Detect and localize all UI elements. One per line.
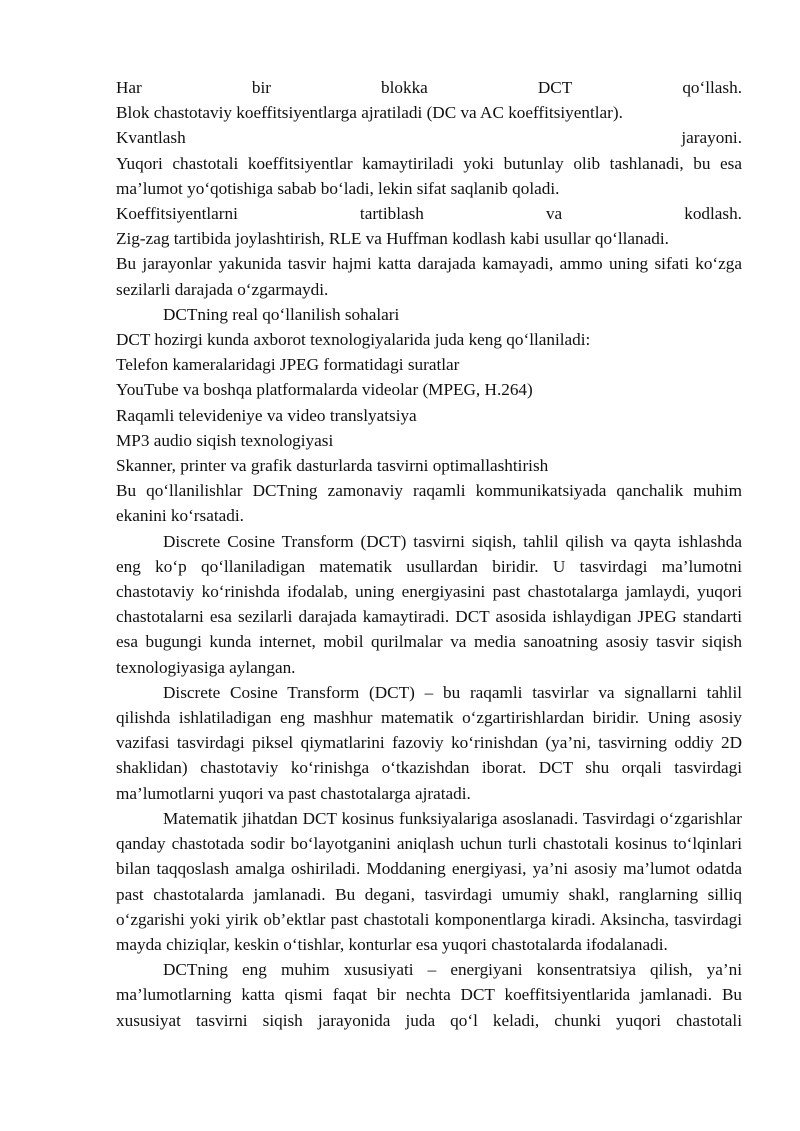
text-line: Zig-zag tartibida joylashtirish, RLE va Huffman kodlash kabi usullar qo‘llanadi. [116, 229, 669, 249]
text-line: DCT hozirgi kunda axborot texnologiyalarida juda keng qo‘llaniladi: [116, 330, 591, 350]
spread-word: Har [116, 78, 142, 97]
document-body [116, 75, 742, 1033]
text-line: YouTube va boshqa platformalarda videolar (MPEG, H.264) [116, 380, 533, 400]
spread-line [116, 201, 742, 226]
text-line: Blok chastotaviy koeffitsiyentlarga ajratiladi (DC va AC koeffitsiyentlar). [116, 103, 623, 123]
spread-word: va [545, 204, 563, 224]
spread-word: DCT [537, 78, 573, 97]
paragraph: Yuqori chastotali koeffitsiyentlar kamaytiriladi yoki butunlay olib tashlanadi, bu esa ma’lumot yo‘qotishiga sabab bo‘ladi, lekin sifat saqlanib qoladi. [116, 153, 742, 198]
text-line: Raqamli televideniye va video translyatsiya [116, 405, 417, 425]
paragraph: DCTning eng muhim xususiyati – energiyani konsentratsiya qilish, ya’ni ma’lumotlarning katta qismi faqat bir nechta DCT koeffitsiyentlarida jamlanadi. Bu xususiyat tasvirni siqish jarayonida juda qo‘l keladi, chunki yuqori chastotali [116, 960, 742, 1030]
paragraph: Discrete Cosine Transform (DCT) – bu raqamli tasvirlar va signallarni tahlil qilishda ishlatiladigan eng mashhur matematik o‘zgartirishlardan biridir. Uning asosiy vazifasi tasvirdagi piksel qiymatlarini fazoviy ko‘rinishdan (ya’ni, tasvirning oddiy 2D shaklidan) chastotaviy ko‘rinishga o‘tkazishdan iborat. DCT shu orqali tasvirdagi ma’lumotlarni yuqori va past chastotalarga ajratadi. [116, 682, 742, 803]
paragraph: Discrete Cosine Transform (DCT) tasvirni siqish, tahlil qilish va qayta ishlashda eng ko‘p qo‘llaniladigan matematik usullardan biridir. U tasvirdagi ma’lumotni chastotaviy ko‘rinishda ifodalab, uning energiyasini past chastotalarga jamlaydi, yuqori chastotalarni esa sezilarli darajada kamaytiradi. DCT asosida ishlaydigan JPEG standarti esa bugungi kunda internet, mobil qurilmalar va media sanoatning asosiy tasvir siqish texnologiyasiga aylangan. [116, 531, 742, 677]
spread-line [116, 75, 742, 100]
text-line: Skanner, printer va grafik dasturlarda tasvirni optimallashtirish [116, 456, 549, 476]
spread-word: kodlash. [684, 204, 742, 224]
spread-word: tartiblash [359, 204, 424, 224]
text-line: Telefon kameralaridagi JPEG formatidagi suratlar [116, 355, 460, 375]
spread-word: qo‘llash. [682, 78, 742, 97]
text-line: MP3 audio siqish texnologiyasi [116, 430, 334, 450]
spread-word: blokka [381, 78, 428, 97]
spread-line [116, 125, 742, 150]
spread-word: bir [251, 78, 271, 97]
paragraph: Bu qo‘llanilishlar DCTning zamonaviy raqamli kommunikatsiyada qanchalik muhim ekanini ko‘rsatadi. [116, 481, 742, 526]
spread-word: Kvantlash [116, 128, 186, 148]
text-line: DCTning real qo‘llanilish sohalari [163, 304, 400, 324]
paragraph: Matematik jihatdan DCT kosinus funksiyalariga asoslanadi. Tasvirdagi o‘zgarishlar qanday chastotada sodir bo‘layotganini aniqlash uchun turli chastotali kosinus to‘lqinlari bilan taqqoslash amalga oshiriladi. Moddaning energiyasi, ya’ni asosiy ma’lumot odatda past chastotalarda jamlanadi. Bu degani, tasvirdagi umumiy shakl, ranglarning silliq o‘zgarishi yoki yirik ob’ektlar past chastotali komponentlarga kiradi. Aksincha, tasvirdagi mayda chiziqlar, keskin o‘tishlar, konturlar esa yuqori chastotalarda ifodalanadi. [116, 808, 742, 954]
spread-word: jarayoni. [681, 128, 742, 148]
paragraph: Bu jarayonlar yakunida tasvir hajmi katta darajada kamayadi, ammo uning sifati ko‘zga sezilarli darajada o‘zgarmaydi. [116, 254, 742, 299]
spread-word: Koeffitsiyentlarni [116, 204, 238, 224]
